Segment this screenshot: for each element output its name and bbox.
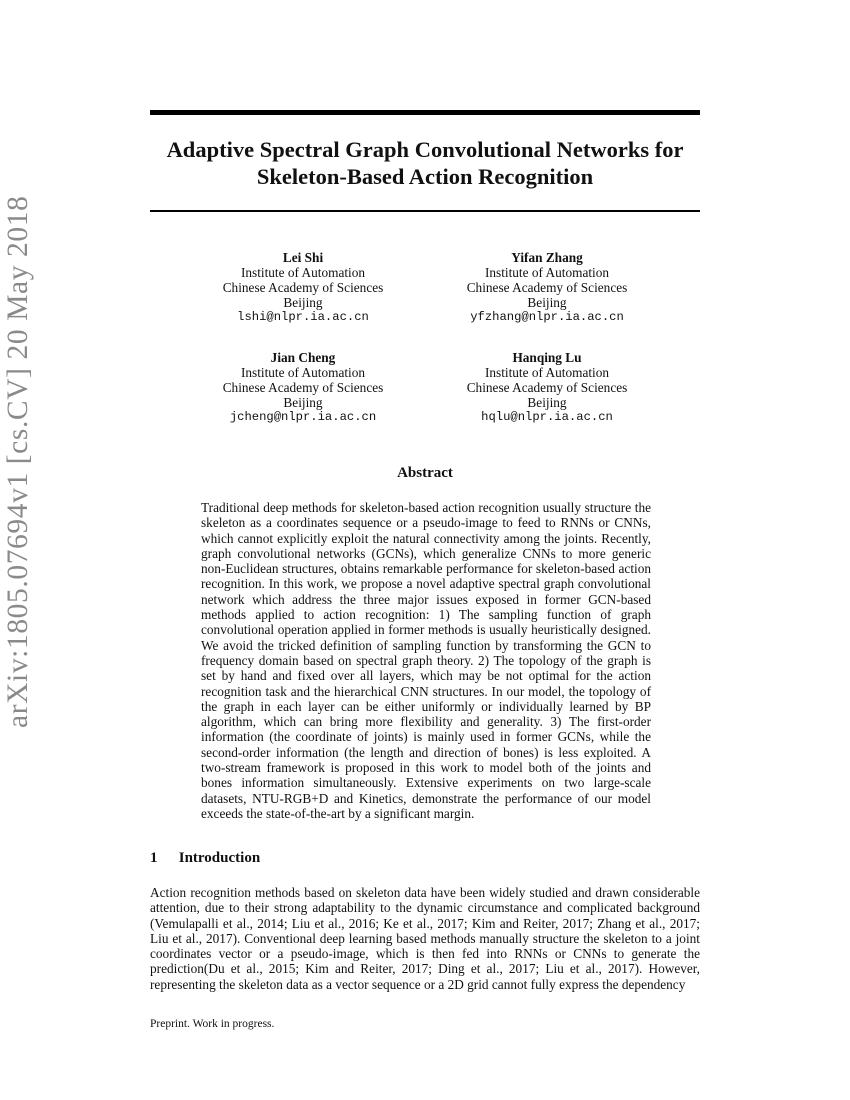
author-affiliation: Institute of Automation <box>484 265 610 280</box>
title-top-rule <box>150 110 700 115</box>
author-block <box>427 350 667 425</box>
paper-title <box>140 136 710 190</box>
author-affiliation: Institute of Automation <box>484 365 610 380</box>
author-email: lshi@nlpr.ia.ac.cn <box>237 310 369 324</box>
author-city: Beijing <box>527 295 567 310</box>
author-name: Jian Cheng <box>270 350 336 365</box>
section-title: Introduction <box>178 850 261 866</box>
title-line-1: Adaptive Spectral Graph Convolutional Networks for <box>166 137 684 162</box>
author-institution: Chinese Academy of Sciences <box>222 380 384 395</box>
author-institution: Chinese Academy of Sciences <box>466 380 628 395</box>
author-affiliation: Institute of Automation <box>240 265 366 280</box>
section-heading <box>150 850 260 867</box>
author-email: jcheng@nlpr.ia.ac.cn <box>229 410 377 424</box>
author-name: Yifan Zhang <box>511 250 583 265</box>
author-city: Beijing <box>527 395 567 410</box>
title-bottom-rule <box>150 210 700 212</box>
author-name: Hanqing Lu <box>512 350 582 365</box>
author-email: hqlu@nlpr.ia.ac.cn <box>481 410 613 424</box>
author-name: Lei Shi <box>282 250 324 265</box>
author-city: Beijing <box>283 395 323 410</box>
abstract-text: Traditional deep methods for skeleton-based action recognition usually structure the skeleton as a coordinates sequence or a pseudo-image to feed to RNNs or CNNs, which cannot explicitly exploit the natural connectivity among the joints. Recently, graph convolutional networks (GCNs), which generalize CNNs to more generic non-Euclidean structures, obtains remarkable performance for skeleton-based action recognition. In this work, we propose a novel adaptive spectral graph convolutional network which address the three major issues exposed in former GCN-based methods applied to action recognition: 1) The sampling function of graph convolutional operation applied in former methods is usually heuristically designed. We avoid the tricked definition of sampling function by transforming the GCN to frequency domain based on spectral graph theory. 2) The topology of the graph is set by hand and fixed over all layers, which may be not optimal for the action recognition task and the hierarchical CNN structures. In our model, the topology of the graph in each layer can be either uniformly or individually learned by BP algorithm, which can bring more flexibility and generality. 3) The first-order information (the coordinate of joints) is mainly used in former GCNs, while the second-order information (the length and direction of bones) is less exploited. A two-stream framework is proposed in this work to model both of the joints and bones information simultaneously. Extensive experiments on two large-scale datasets, NTU-RGB+D and Kinetics, demonstrate the performance of our model exceeds the state-of-the-art by a significant margin. <box>201 500 651 821</box>
author-block <box>183 250 423 325</box>
abstract-heading: Abstract <box>397 465 453 481</box>
author-city: Beijing <box>283 295 323 310</box>
author-block <box>427 250 667 325</box>
introduction-text: Action recognition methods based on skeleton data have been widely studied and drawn considerable attention, due to their strong adaptability to the dynamic circumstance and complicated background (Vemulapalli et al., 2014; Liu et al., 2016; Ke et al., 2017; Kim and Reiter, 2017; Zhang et al., 2017; Liu et al., 2017). Conventional deep learning based methods manually structure the skeleton to a joint coordinates vector or a pseudo-image, which is then fed into RNNs or CNNs to generate the prediction(Du et al., 2015; Kim and Reiter, 2017; Ding et al., 2017; Liu et al., 2017). However, representing the skeleton data as a vector sequence or a 2D grid cannot fully express the dependency <box>150 885 700 992</box>
author-affiliation: Institute of Automation <box>240 365 366 380</box>
author-institution: Chinese Academy of Sciences <box>466 280 628 295</box>
author-block <box>183 350 423 425</box>
title-line-2: Skeleton-Based Action Recognition <box>256 164 594 189</box>
preprint-footnote: Preprint. Work in progress. <box>150 1018 275 1030</box>
author-institution: Chinese Academy of Sciences <box>222 280 384 295</box>
section-number: 1 <box>150 850 158 866</box>
arxiv-identifier-text: arXiv:1805.07694v1 [cs.CV] 20 May 2018 <box>2 195 34 728</box>
author-email: yfzhang@nlpr.ia.ac.cn <box>470 310 624 324</box>
